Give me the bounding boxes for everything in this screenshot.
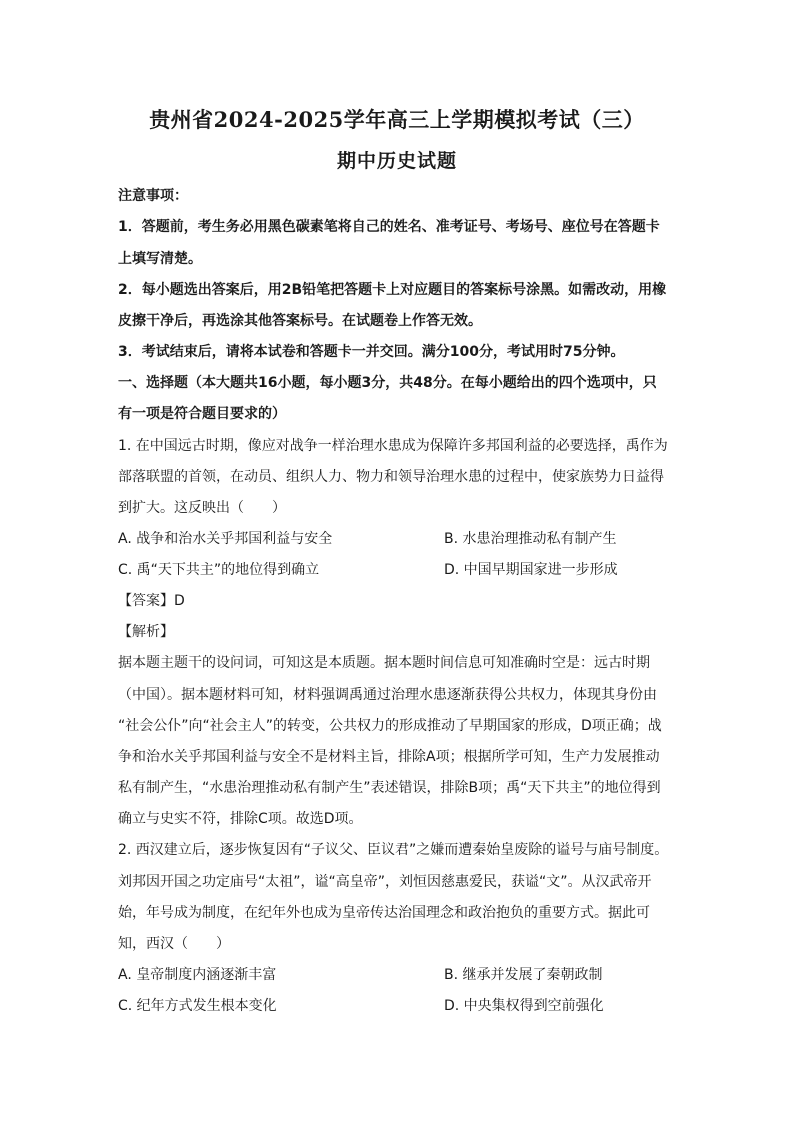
notice-item-2-cont: 皮擦干净后，再选涂其他答案标号。在试题卷上作答无效。 [118, 313, 482, 329]
notice-item-3: 3．考试结束后，请将本试卷和答题卡一并交回。满分100分，考试用时75分钟。 [118, 344, 625, 360]
q1-analysis-label: 【解析】 [118, 624, 174, 640]
notice-item-1-cont: 上填写清楚。 [118, 251, 202, 267]
q1-option-b: B. 水患治理推动私有制产生 [444, 531, 617, 547]
exam-title: 贵州省2024-2025学年高三上学期模拟考试（三） [149, 107, 645, 132]
notice-item-2: 2．每小题选出答案后，用2B铅笔把答题卡上对应题目的答案标号涂黑。如需改动，用橡 [118, 282, 667, 298]
q2-stem-line-3: 始，年号成为制度，在纪年外也成为皇帝传达治国理念和政治抱负的重要方式。据此可 [118, 905, 650, 921]
q1-analysis-line-4: 争和治水关乎邦国利益与安全不是材料主旨，排除A项；根据所学可知，生产力发展推动 [118, 749, 660, 765]
exam-subtitle: 期中历史试题 [336, 150, 457, 172]
q2-option-d: D. 中央集权得到空前强化 [444, 998, 604, 1014]
q2-stem-line-4: 知，西汉（ ） [118, 936, 230, 952]
notice-heading: 注意事项： [118, 188, 188, 204]
q1-analysis-line-3: “社会公仆”向“社会主人”的转变，公共权力的形成推动了早期国家的形成，D项正确；战 [118, 718, 662, 734]
section-heading-cont: 有一项是符合题目要求的） [118, 406, 286, 422]
q1-answer: 【答案】D [118, 593, 185, 609]
q2-option-b: B. 继承并发展了秦朝政制 [444, 967, 603, 983]
q2-option-c: C. 纪年方式发生根本变化 [118, 998, 277, 1014]
q1-option-a: A. 战争和治水关乎邦国利益与安全 [118, 531, 333, 547]
q1-stem-line-1: 1. 在中国远古时期，像应对战争一样治理水患成为保障许多邦国利益的必要选择，禹作为 [118, 438, 668, 454]
q1-analysis-line-6: 确立与史实不符，排除C项。故选D项。 [118, 811, 363, 827]
q1-option-d: D. 中国早期国家进一步形成 [444, 562, 618, 578]
q2-stem-line-2: 刘邦因开国之功定庙号“太祖”，谥“高皇帝”，刘恒因慈惠爱民，获谥“文”。从汉武帝开 [118, 874, 652, 890]
q1-option-c: C. 禹“天下共主”的地位得到确立 [118, 562, 320, 578]
q2-option-a: A. 皇帝制度内涵逐渐丰富 [118, 967, 277, 983]
q1-stem-line-3: 到扩大。这反映出（ ） [118, 500, 286, 516]
section-heading: 一、选择题（本大题共16小题，每小题3分，共48分。在每小题给出的四个选项中，只 [118, 375, 657, 391]
q1-analysis-line-1: 据本题主题干的设问词，可知这是本质题。据本题时间信息可知准确时空是：远古时期 [118, 655, 650, 671]
q1-stem-line-2: 部落联盟的首领，在动员、组织人力、物力和领导治理水患的过程中，使家族势力日益得 [118, 469, 664, 485]
q1-analysis-line-2: （中国）。据本题材料可知，材料强调禹通过治理水患逐渐获得公共权力，体现其身份由 [118, 687, 657, 703]
q2-stem-line-1: 2. 西汉建立后，逐步恢复因有“子议父、臣议君”之嫌而遭秦始皇废除的谥号与庙号制度。 [118, 842, 669, 858]
notice-item-1: 1．答题前，考生务必用黑色碳素笔将自己的姓名、准考证号、考场号、座位号在答题卡 [118, 219, 660, 235]
q1-analysis-line-5: 私有制产生，“水患治理推动私有制产生”表述错误，排除B项；禹“天下共主”的地位得到 [118, 780, 661, 796]
